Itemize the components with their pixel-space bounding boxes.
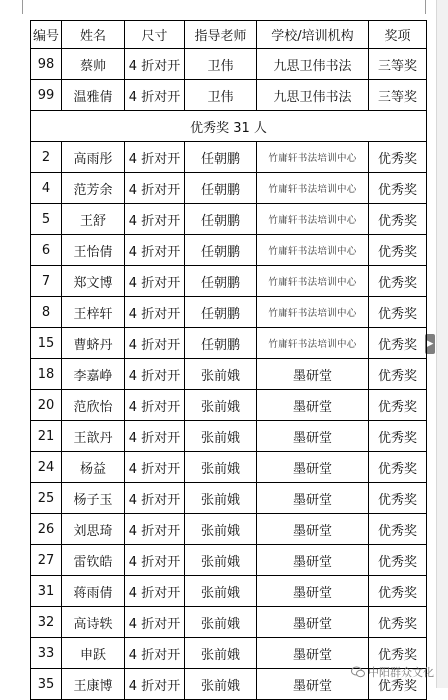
- cell-name: 刘思琦: [62, 514, 125, 545]
- header-cell-teacher: 指导老师: [185, 21, 257, 49]
- cell-award: 优秀奖: [369, 452, 427, 483]
- cell-number: 2: [31, 142, 62, 173]
- cell-teacher: 张前娥: [185, 421, 257, 452]
- header-cell-school: 学校/培训机构: [257, 21, 369, 49]
- cell-school: 墨研堂: [257, 607, 369, 638]
- cell-number: 32: [31, 607, 62, 638]
- cell-name: 郑文博: [62, 266, 125, 297]
- cell-teacher: 张前娥: [185, 359, 257, 390]
- table-row: [31, 607, 427, 638]
- header-cell-name: 姓名: [62, 21, 125, 49]
- cell-teacher: 任朝鹏: [185, 328, 257, 359]
- page-edge: [436, 0, 448, 688]
- table-row: [31, 483, 427, 514]
- cell-school: 墨研堂: [257, 576, 369, 607]
- margin-mark-top-right: [425, 0, 426, 14]
- cell-school: 墨研堂: [257, 483, 369, 514]
- cell-number: 26: [31, 514, 62, 545]
- cell-teacher: 张前娥: [185, 390, 257, 421]
- cell-name: 李嘉峥: [62, 359, 125, 390]
- cell-number: 21: [31, 421, 62, 452]
- cell-number: 15: [31, 328, 62, 359]
- cell-number: 33: [31, 638, 62, 669]
- cell-name: 蔡帅: [62, 49, 125, 80]
- cell-award: 优秀奖: [369, 669, 427, 700]
- cell-teacher: 任朝鹏: [185, 204, 257, 235]
- cell-size: 4 折对开: [125, 142, 185, 173]
- table-row: [31, 359, 427, 390]
- cell-school: 墨研堂: [257, 390, 369, 421]
- cell-size: 4 折对开: [125, 483, 185, 514]
- cell-size: 4 折对开: [125, 452, 185, 483]
- cell-school: 九思卫伟书法: [257, 49, 369, 80]
- cell-name: 范芳余: [62, 173, 125, 204]
- cell-size: 4 折对开: [125, 235, 185, 266]
- cell-teacher: 张前娥: [185, 607, 257, 638]
- cell-school: 竹庸轩书法培训中心: [257, 235, 369, 266]
- cell-number: 7: [31, 266, 62, 297]
- table-row: [31, 49, 427, 80]
- cell-award: 优秀奖: [369, 328, 427, 359]
- table-row: [31, 545, 427, 576]
- table-row: [31, 266, 427, 297]
- margin-mark-top-left: [22, 0, 23, 14]
- cell-number: 35: [31, 669, 62, 700]
- cell-number: 4: [31, 173, 62, 204]
- cell-number: 98: [31, 49, 62, 80]
- cell-teacher: 卫伟: [185, 80, 257, 111]
- cell-award: 优秀奖: [369, 421, 427, 452]
- cell-number: 5: [31, 204, 62, 235]
- cell-name: 王舒: [62, 204, 125, 235]
- cell-size: 4 折对开: [125, 359, 185, 390]
- cell-award: 优秀奖: [369, 204, 427, 235]
- cell-award: 三等奖: [369, 80, 427, 111]
- wechat-icon: [351, 666, 365, 678]
- header-cell-award: 奖项: [369, 21, 427, 49]
- cell-school: 竹庸轩书法培训中心: [257, 297, 369, 328]
- cell-school: 墨研堂: [257, 545, 369, 576]
- cell-name: 高诗轶: [62, 607, 125, 638]
- cell-number: 24: [31, 452, 62, 483]
- cell-teacher: 任朝鹏: [185, 142, 257, 173]
- cell-size: 4 折对开: [125, 266, 185, 297]
- cell-teacher: 张前娥: [185, 452, 257, 483]
- cell-award: 优秀奖: [369, 173, 427, 204]
- cell-school: 墨研堂: [257, 669, 369, 700]
- cell-name: 王怡倩: [62, 235, 125, 266]
- cell-award: 优秀奖: [369, 607, 427, 638]
- cell-number: 18: [31, 359, 62, 390]
- table-row: [31, 390, 427, 421]
- cell-teacher: 张前娥: [185, 545, 257, 576]
- cell-award: 优秀奖: [369, 266, 427, 297]
- cell-name: 雷钦皓: [62, 545, 125, 576]
- cell-teacher: 张前娥: [185, 669, 257, 700]
- cell-name: 杨益: [62, 452, 125, 483]
- cell-award: 优秀奖: [369, 638, 427, 669]
- cell-teacher: 任朝鹏: [185, 266, 257, 297]
- cell-school: 竹庸轩书法培训中心: [257, 204, 369, 235]
- cell-name: 曹蛴丹: [62, 328, 125, 359]
- cell-size: 4 折对开: [125, 390, 185, 421]
- cell-size: 4 折对开: [125, 204, 185, 235]
- cell-number: 6: [31, 235, 62, 266]
- cell-size: 4 折对开: [125, 638, 185, 669]
- cell-teacher: 任朝鹏: [185, 297, 257, 328]
- award-table: [30, 20, 427, 700]
- cell-size: 4 折对开: [125, 173, 185, 204]
- table-row: [31, 204, 427, 235]
- table-row: [31, 421, 427, 452]
- cell-award: 优秀奖: [369, 514, 427, 545]
- cell-school: 竹庸轩书法培训中心: [257, 142, 369, 173]
- cell-number: 25: [31, 483, 62, 514]
- next-page-arrow-icon[interactable]: ▶: [425, 334, 435, 354]
- cell-school: 竹庸轩书法培训中心: [257, 173, 369, 204]
- cell-award: 优秀奖: [369, 545, 427, 576]
- cell-school: 九思卫伟书法: [257, 80, 369, 111]
- cell-school: 墨研堂: [257, 638, 369, 669]
- cell-size: 4 折对开: [125, 328, 185, 359]
- cell-school: 墨研堂: [257, 359, 369, 390]
- cell-name: 王歆丹: [62, 421, 125, 452]
- table-row: [31, 297, 427, 328]
- table-row: [31, 173, 427, 204]
- table-row: [31, 235, 427, 266]
- cell-number: 27: [31, 545, 62, 576]
- cell-size: 4 折对开: [125, 421, 185, 452]
- header-cell-number: 编号: [31, 21, 62, 49]
- cell-award: 优秀奖: [369, 297, 427, 328]
- cell-size: 4 折对开: [125, 545, 185, 576]
- cell-award: 优秀奖: [369, 359, 427, 390]
- cell-award: 优秀奖: [369, 483, 427, 514]
- cell-school: 墨研堂: [257, 514, 369, 545]
- cell-school: 墨研堂: [257, 452, 369, 483]
- cell-name: 高雨彤: [62, 142, 125, 173]
- cell-size: 4 折对开: [125, 297, 185, 328]
- cell-name: 温雅倩: [62, 80, 125, 111]
- watermark: [351, 664, 434, 680]
- cell-name: 蒋雨倩: [62, 576, 125, 607]
- cell-name: 王康博: [62, 669, 125, 700]
- table-row: [31, 576, 427, 607]
- cell-award: 三等奖: [369, 49, 427, 80]
- cell-size: 4 折对开: [125, 576, 185, 607]
- table-row: [31, 328, 427, 359]
- cell-teacher: 任朝鹏: [185, 173, 257, 204]
- cell-number: 31: [31, 576, 62, 607]
- cell-name: 杨子玉: [62, 483, 125, 514]
- cell-award: 优秀奖: [369, 390, 427, 421]
- table-row: [31, 80, 427, 111]
- cell-name: 王梓轩: [62, 297, 125, 328]
- cell-name: 申跃: [62, 638, 125, 669]
- cell-size: 4 折对开: [125, 49, 185, 80]
- section-row: [31, 111, 427, 142]
- cell-size: 4 折对开: [125, 80, 185, 111]
- watermark-text: 中阳群众文化: [368, 666, 434, 679]
- header-cell-size: 尺寸: [125, 21, 185, 49]
- cell-size: 4 折对开: [125, 607, 185, 638]
- cell-teacher: 张前娥: [185, 514, 257, 545]
- cell-award: 优秀奖: [369, 576, 427, 607]
- cell-teacher: 卫伟: [185, 49, 257, 80]
- cell-teacher: 任朝鹏: [185, 235, 257, 266]
- cell-award: 优秀奖: [369, 235, 427, 266]
- cell-school: 墨研堂: [257, 421, 369, 452]
- table-header-row: [31, 21, 427, 49]
- cell-number: 8: [31, 297, 62, 328]
- cell-award: 优秀奖: [369, 142, 427, 173]
- table-row: [31, 142, 427, 173]
- cell-size: 4 折对开: [125, 514, 185, 545]
- cell-teacher: 张前娥: [185, 483, 257, 514]
- cell-name: 范欣怡: [62, 390, 125, 421]
- cell-teacher: 张前娥: [185, 576, 257, 607]
- cell-school: 竹庸轩书法培训中心: [257, 266, 369, 297]
- cell-teacher: 张前娥: [185, 638, 257, 669]
- cell-size: 4 折对开: [125, 669, 185, 700]
- cell-number: 20: [31, 390, 62, 421]
- cell-number: 99: [31, 80, 62, 111]
- table-row: [31, 514, 427, 545]
- table-row: [31, 452, 427, 483]
- cell-school: 竹庸轩书法培训中心: [257, 328, 369, 359]
- section-title: 优秀奖 31 人: [31, 111, 427, 142]
